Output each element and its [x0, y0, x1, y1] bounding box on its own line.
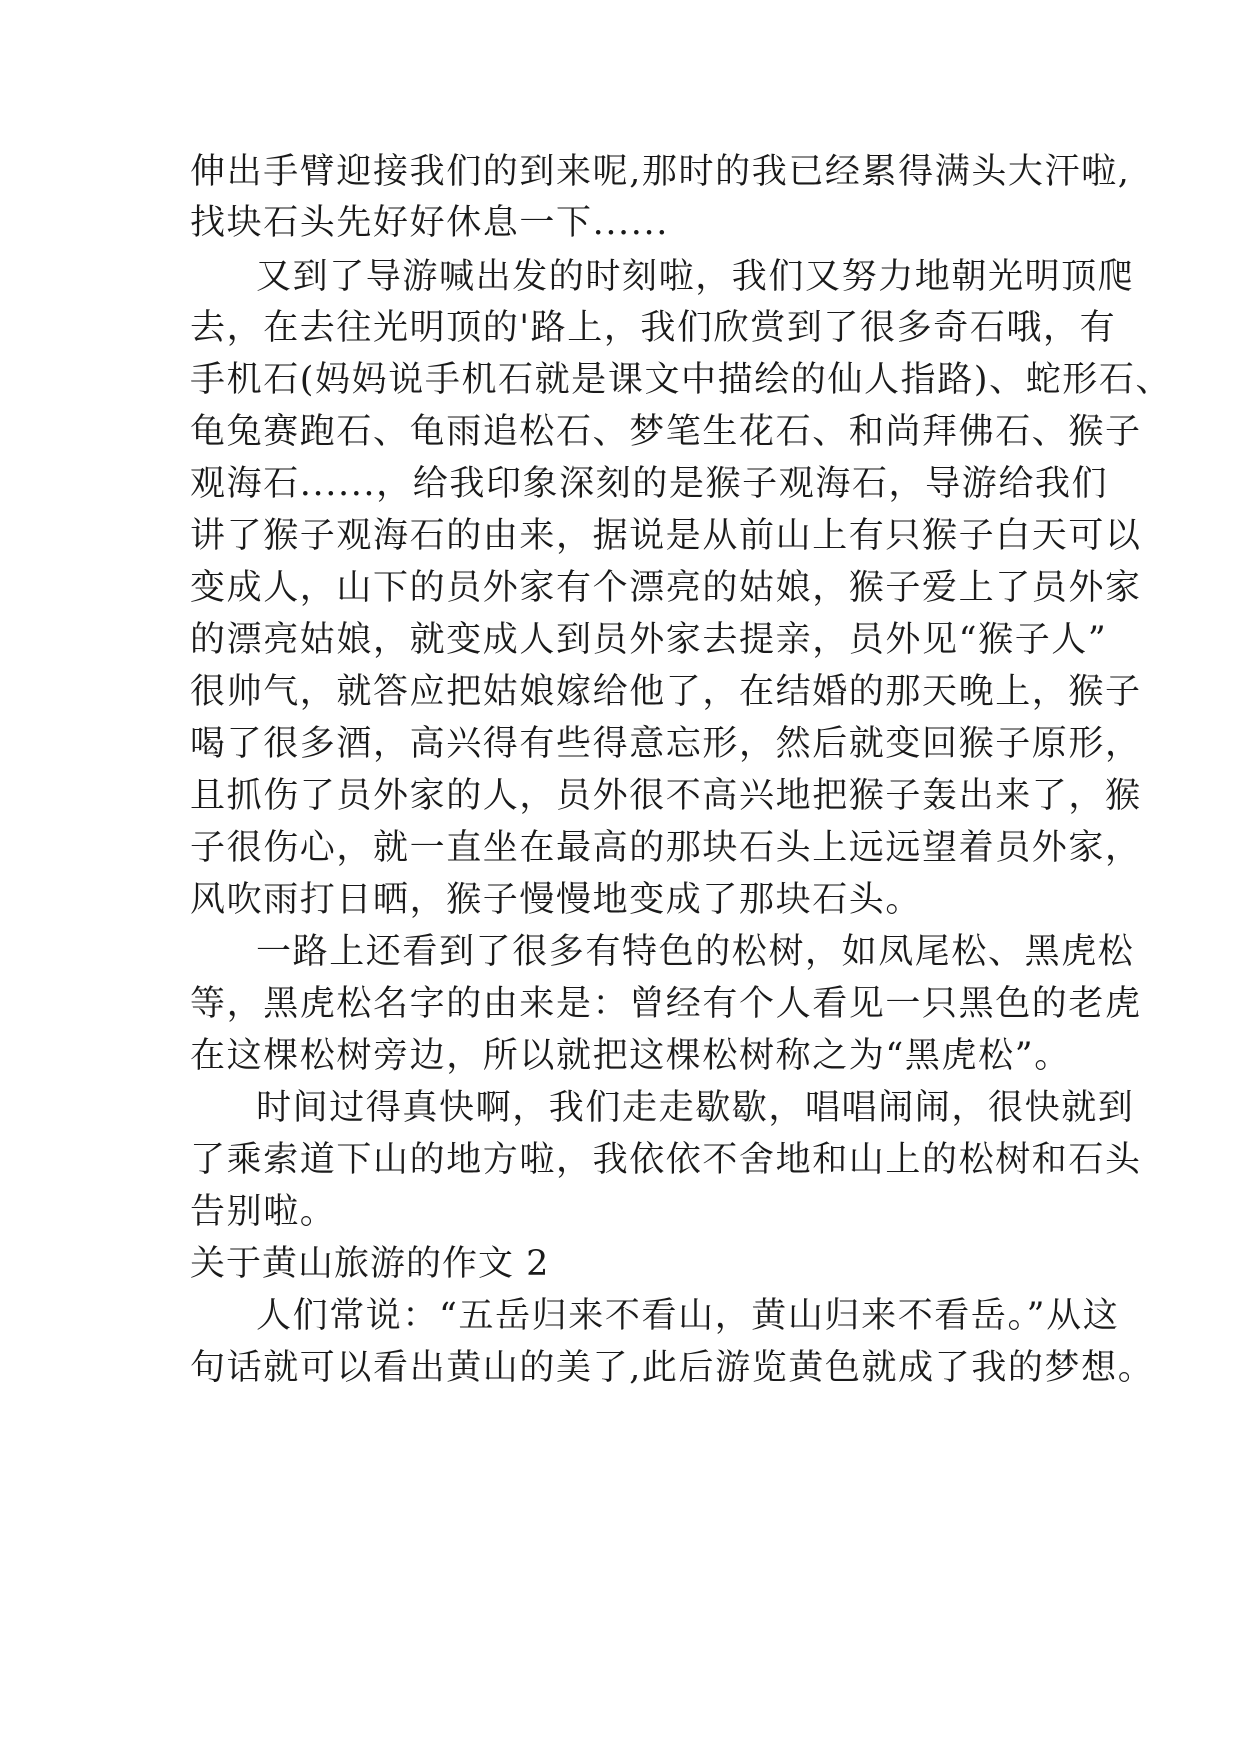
- text-line: 告别啦。: [190, 1192, 337, 1232]
- paragraph-first-line: 时间过得真快啊，我们走走歇歇，唱唱闹闹，很快就到: [256, 1088, 1135, 1128]
- text-line: 找块石头先好好休息一下......: [190, 203, 669, 243]
- section-heading: 关于黄山旅游的作文 2: [190, 1244, 550, 1284]
- text-line: 风吹雨打日晒，猴子慢慢地变成了那块石头。: [190, 880, 923, 920]
- text-line: 观海石......，给我印象深刻的是猴子观海石，导游给我们: [190, 464, 1109, 504]
- paragraph-first-line: 又到了导游喊出发的时刻啦，我们又努力地朝光明顶爬: [256, 257, 1135, 297]
- text-line: 讲了猴子观海石的由来，据说是从前山上有只猴子白天可以: [190, 516, 1142, 556]
- text-line: 伸出手臂迎接我们的到来呢,那时的我已经累得满头大汗啦,: [190, 152, 1131, 192]
- text-line: 句话就可以看出黄山的美了,此后游览黄色就成了我的梦想。: [190, 1348, 1155, 1388]
- text-line: 的漂亮姑娘，就变成人到员外家去提亲，员外见“猴子人”: [190, 620, 1108, 660]
- text-line: 龟兔赛跑石、龟雨追松石、梦笔生花石、和尚拜佛石、猴子: [190, 412, 1142, 452]
- text-line: 去，在去往光明顶的'路上，我们欣赏到了很多奇石哦，有: [190, 308, 1117, 348]
- text-line: 在这棵松树旁边，所以就把这棵松树称之为“黑虎松”。: [190, 1036, 1071, 1076]
- text-line: 了乘索道下山的地方啦，我依依不舍地和山上的松树和石头: [190, 1140, 1142, 1180]
- text-line: 子很伤心，就一直坐在最高的那块石头上远远望着员外家，: [190, 828, 1142, 868]
- text-line: 变成人，山下的员外家有个漂亮的姑娘，猴子爱上了员外家: [190, 568, 1142, 608]
- text-line: 很帅气，就答应把姑娘嫁给他了，在结婚的那天晚上，猴子: [190, 672, 1142, 712]
- text-line: 且抓伤了员外家的人，员外很不高兴地把猴子轰出来了，猴: [190, 776, 1142, 816]
- paragraph-first-line: 人们常说：“五岳归来不看山，黄山归来不看岳。”从这: [256, 1296, 1120, 1336]
- text-line: 喝了很多酒，高兴得有些得意忘形，然后就变回猴子原形，: [190, 724, 1142, 764]
- paragraph-first-line: 一路上还看到了很多有特色的松树，如凤尾松、黑虎松: [256, 932, 1135, 972]
- text-line: 等，黑虎松名字的由来是：曾经有个人看见一只黑色的老虎: [190, 984, 1142, 1024]
- text-line: 手机石(妈妈说手机石就是课文中描绘的仙人指路)、蛇形石、: [190, 360, 1173, 400]
